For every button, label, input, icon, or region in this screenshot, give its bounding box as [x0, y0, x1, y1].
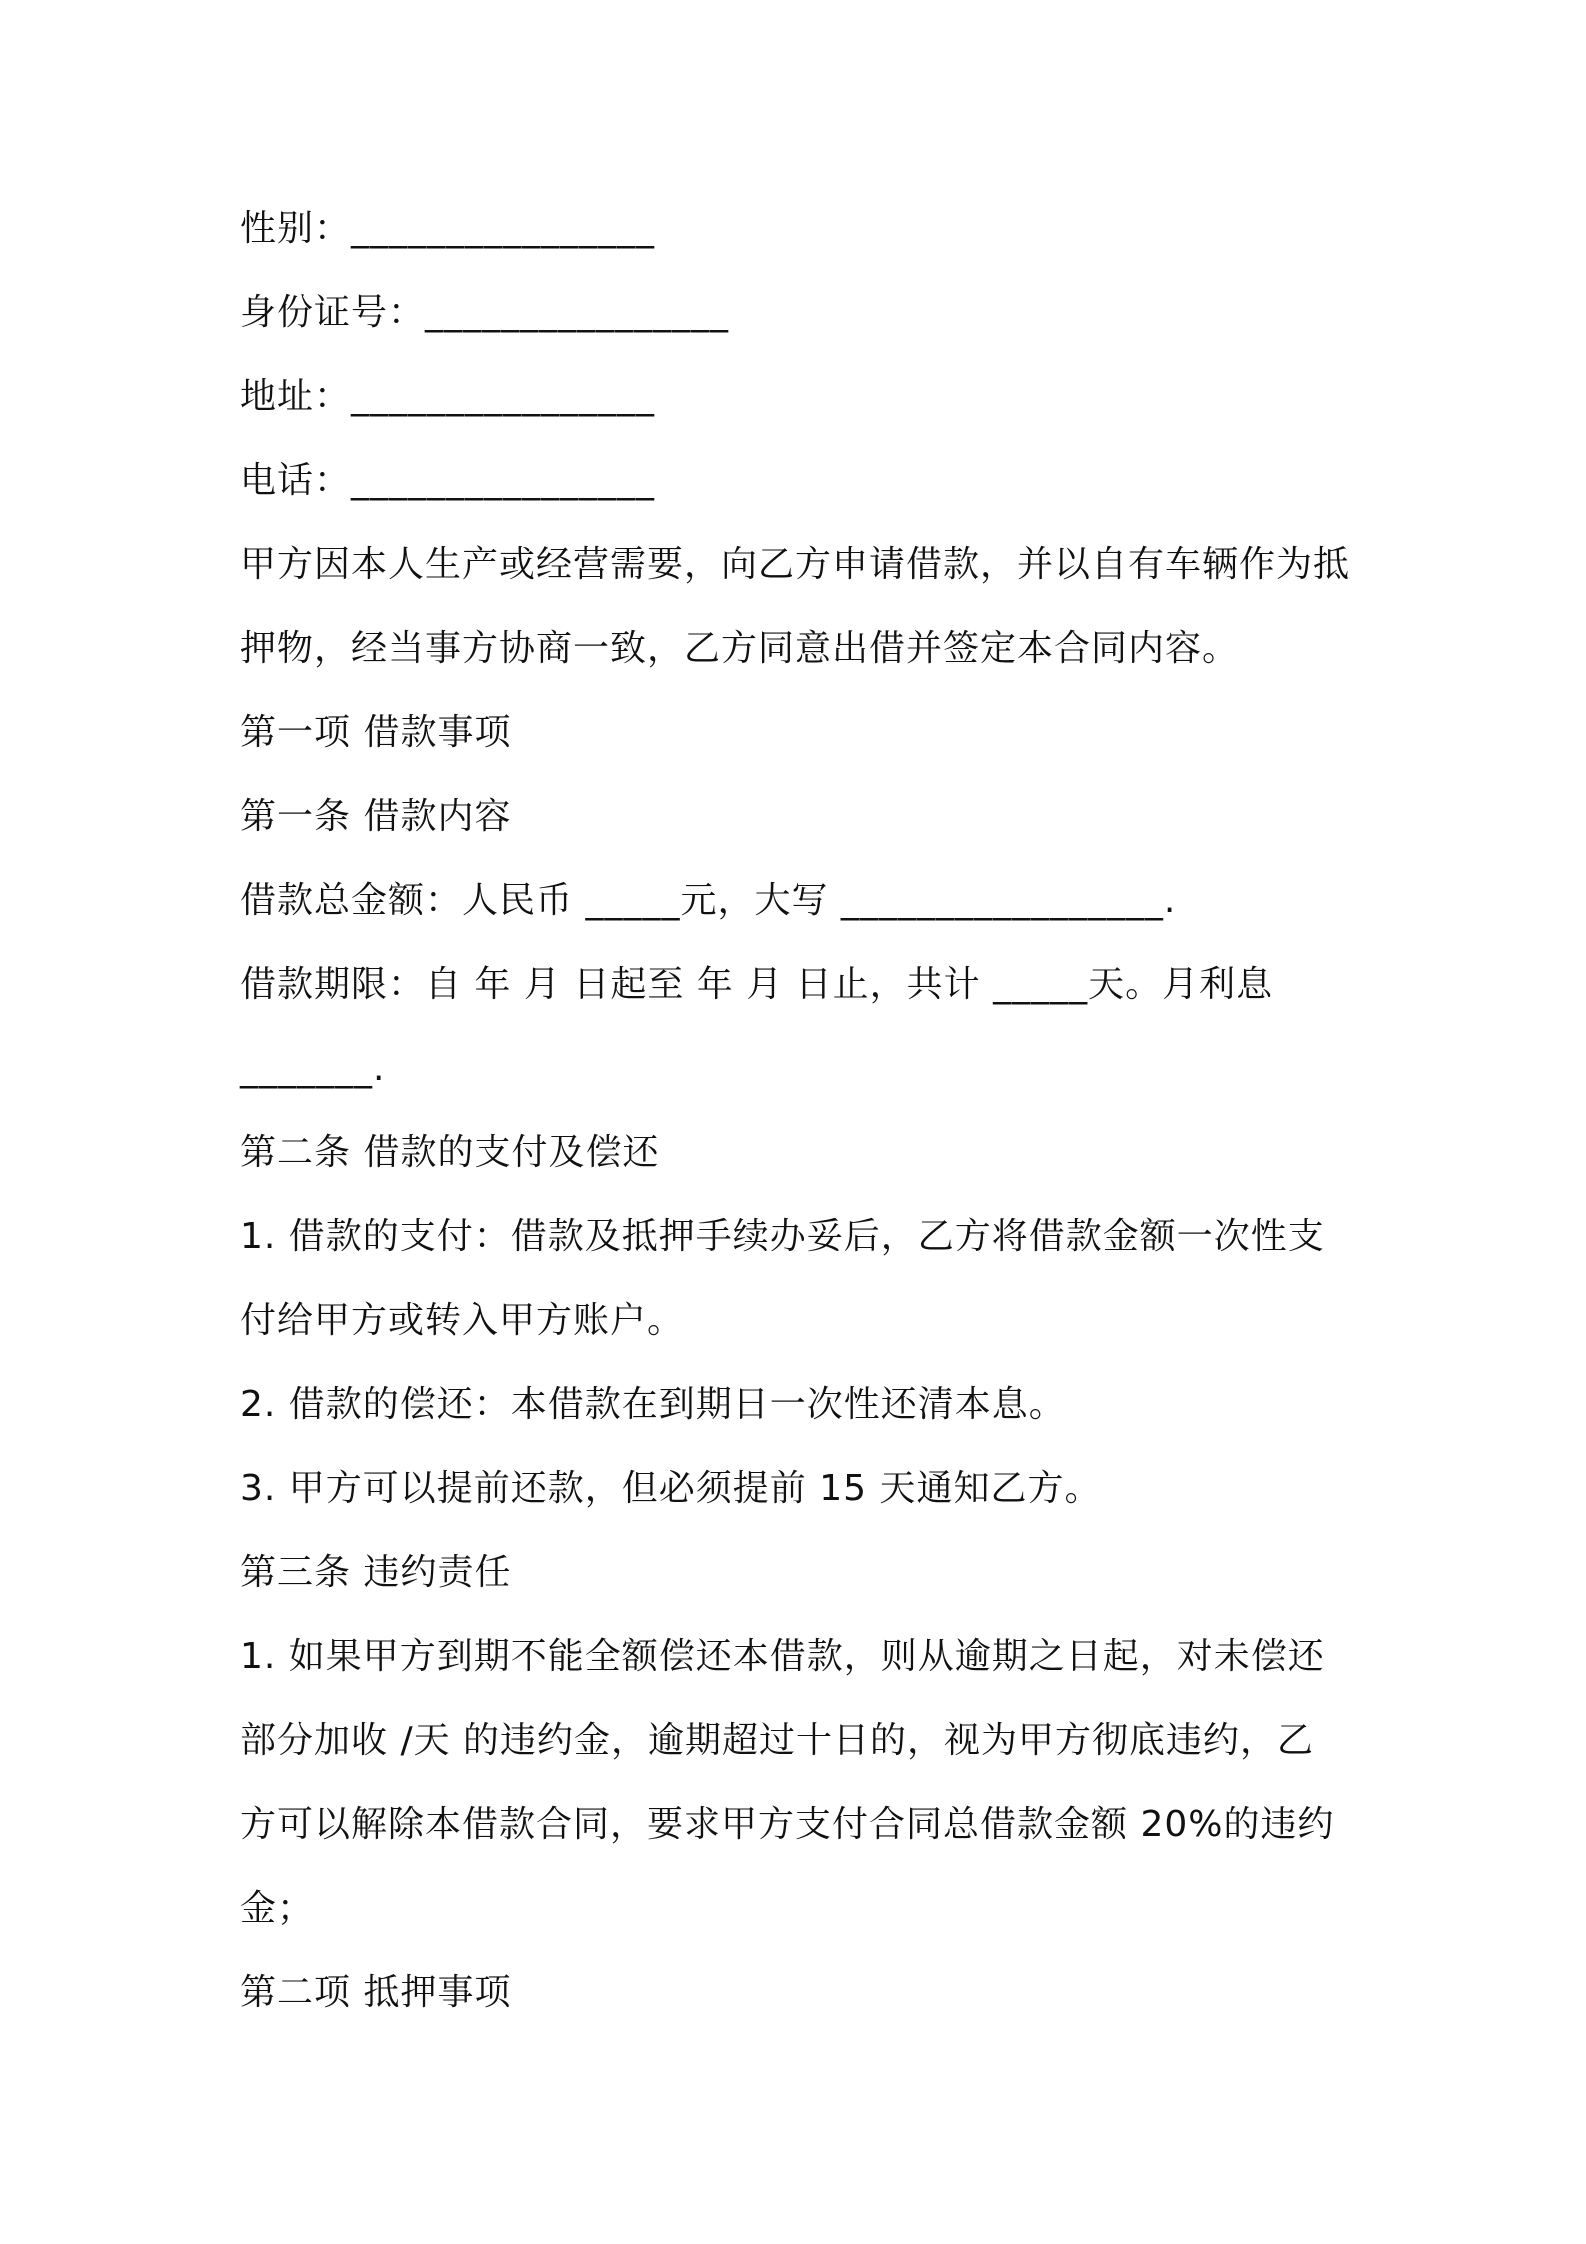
- loan-amount-line: 借款总金额：人民币 _____元，大写 _________________.: [240, 880, 1177, 921]
- id-number-field-line: 身份证号：________________: [240, 292, 730, 333]
- breach-clause-line-1: 1. 如果甲方到期不能全额偿还本借款，则从逾期之日起，对未偿还: [240, 1636, 1325, 1677]
- address-field-line: 地址：________________: [240, 376, 656, 417]
- breach-clause-line-3: 方可以解除本借款合同，要求甲方支付合同总借款金额 20%的违约: [240, 1804, 1335, 1845]
- section-heading-2: 第二项 抵押事项: [240, 1972, 512, 2013]
- article-heading-1: 第一条 借款内容: [240, 796, 512, 837]
- payment-clause-line-1: 1. 借款的支付：借款及抵押手续办妥后，乙方将借款金额一次性支: [240, 1216, 1325, 1257]
- article-heading-2: 第二条 借款的支付及偿还: [240, 1132, 660, 1173]
- monthly-interest-blank: _______.: [240, 1048, 386, 1089]
- payment-clause-line-2: 付给甲方或转入甲方账户。: [240, 1300, 685, 1341]
- loan-term-line: 借款期限：自 年 月 日起至 年 月 日止，共计 _____天。月利息: [240, 964, 1274, 1005]
- breach-clause-line-2: 部分加收 /天 的违约金，逾期超过十日的，视为甲方彻底违约，乙: [240, 1720, 1315, 1761]
- breach-clause-line-4: 金；: [240, 1888, 315, 1929]
- preamble-line-1: 甲方因本人生产或经营需要，向乙方申请借款，并以自有车辆作为抵: [240, 544, 1351, 585]
- phone-field-line: 电话：________________: [240, 460, 656, 501]
- gender-field-line: 性别：________________: [240, 208, 656, 249]
- early-repayment-clause: 3. 甲方可以提前还款，但必须提前 15 天通知乙方。: [240, 1468, 1102, 1509]
- section-heading-1: 第一项 借款事项: [240, 712, 512, 753]
- preamble-line-2: 押物，经当事方协商一致，乙方同意出借并签定本合同内容。: [240, 628, 1240, 669]
- repayment-clause: 2. 借款的偿还：本借款在到期日一次性还清本息。: [240, 1384, 1066, 1425]
- article-heading-3: 第三条 违约责任: [240, 1552, 512, 1593]
